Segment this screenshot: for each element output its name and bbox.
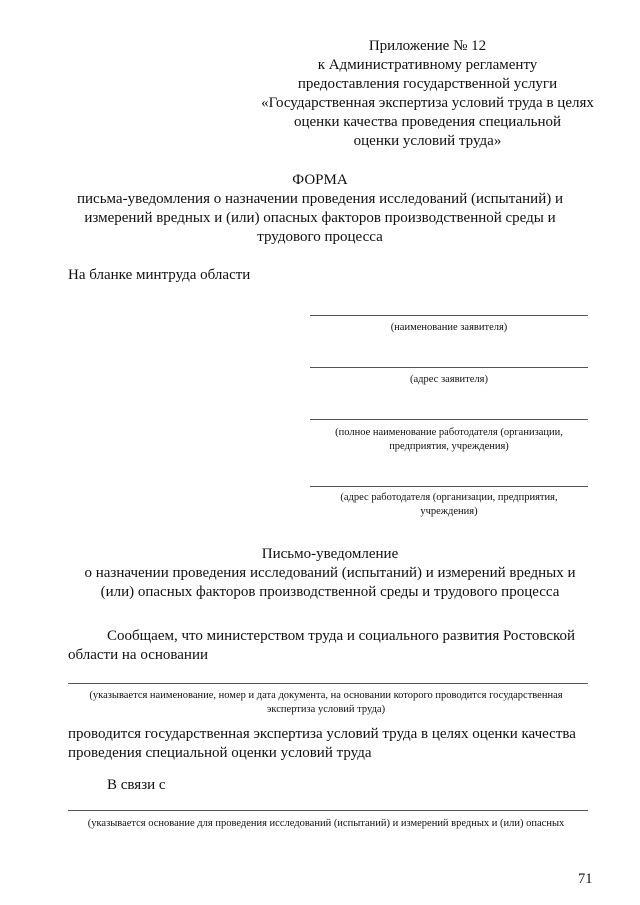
appendix-line: оценки условий труда»: [353, 133, 502, 149]
form-title-line: измерений вредных и (или) опасных факторов производственной среды и: [84, 210, 556, 226]
employer-address-line: [310, 486, 588, 487]
appendix-line: «Государственная экспертиза условий труда в целях: [261, 95, 594, 111]
applicant-name-line: [310, 315, 588, 316]
appendix-header: [250, 37, 605, 151]
appendix-line: оценки качества проведения специальной: [293, 114, 562, 130]
reason-caption: (указывается основание для проведения исследований (испытаний) и измерений вредных и (или) опасных: [87, 818, 565, 829]
employer-name-caption: [300, 426, 598, 454]
caption-line: (адрес работодателя (организации, предприятия,: [340, 492, 558, 503]
applicant-address-line: [310, 367, 588, 368]
caption-line: (полное наименование работодателя (организации,: [335, 427, 563, 438]
appendix-number: Приложение № 12: [368, 38, 487, 54]
letter-title: [40, 545, 620, 602]
form-title-heading: ФОРМА: [292, 172, 348, 188]
letter-title-line: о назначении проведения исследований (испытаний) и измерений вредных и: [84, 565, 576, 581]
body-paragraph-2-line-1: проводится государственная экспертиза условий труда в целях оценки качества: [68, 726, 576, 742]
page-number: 71: [578, 871, 593, 887]
caption-line: экспертиза условий труда): [266, 704, 386, 715]
employer-name-line: [310, 419, 588, 420]
letter-title-line: (или) опасных факторов производственной среды и трудового процесса: [100, 584, 560, 600]
caption-line: учреждения): [420, 506, 478, 517]
appendix-line: предоставления государственной услуги: [297, 76, 558, 92]
employer-address-caption: [300, 491, 598, 519]
reason-line: [68, 810, 588, 811]
letter-title-heading: Письмо-уведомление: [261, 546, 399, 562]
caption-line: (указывается наименование, номер и дата документа, на основании которого проводится государственная: [89, 690, 563, 701]
body-paragraph-3: В связи с: [107, 777, 166, 793]
basis-document-caption: [40, 689, 612, 717]
body-paragraph-2-line-2: проведения специальной оценки условий труда: [68, 745, 372, 761]
letterhead-note: На бланке минтруда области: [68, 267, 251, 283]
appendix-line: к Административному регламенту: [317, 57, 538, 73]
basis-document-line: [68, 683, 588, 684]
caption-line: предприятия, учреждения): [389, 441, 509, 452]
form-title-line: трудового процесса: [257, 229, 383, 245]
applicant-address-caption: (адрес заявителя): [410, 374, 488, 385]
body-paragraph-1-line-1: Сообщаем, что министерством труда и социального развития Ростовской: [107, 628, 576, 644]
form-title: [40, 171, 600, 247]
form-title-line: письма-уведомления о назначении проведения исследований (испытаний) и: [76, 191, 564, 207]
body-paragraph-1-line-2: области на основании: [68, 647, 209, 663]
applicant-name-caption: (наименование заявителя): [390, 322, 508, 333]
